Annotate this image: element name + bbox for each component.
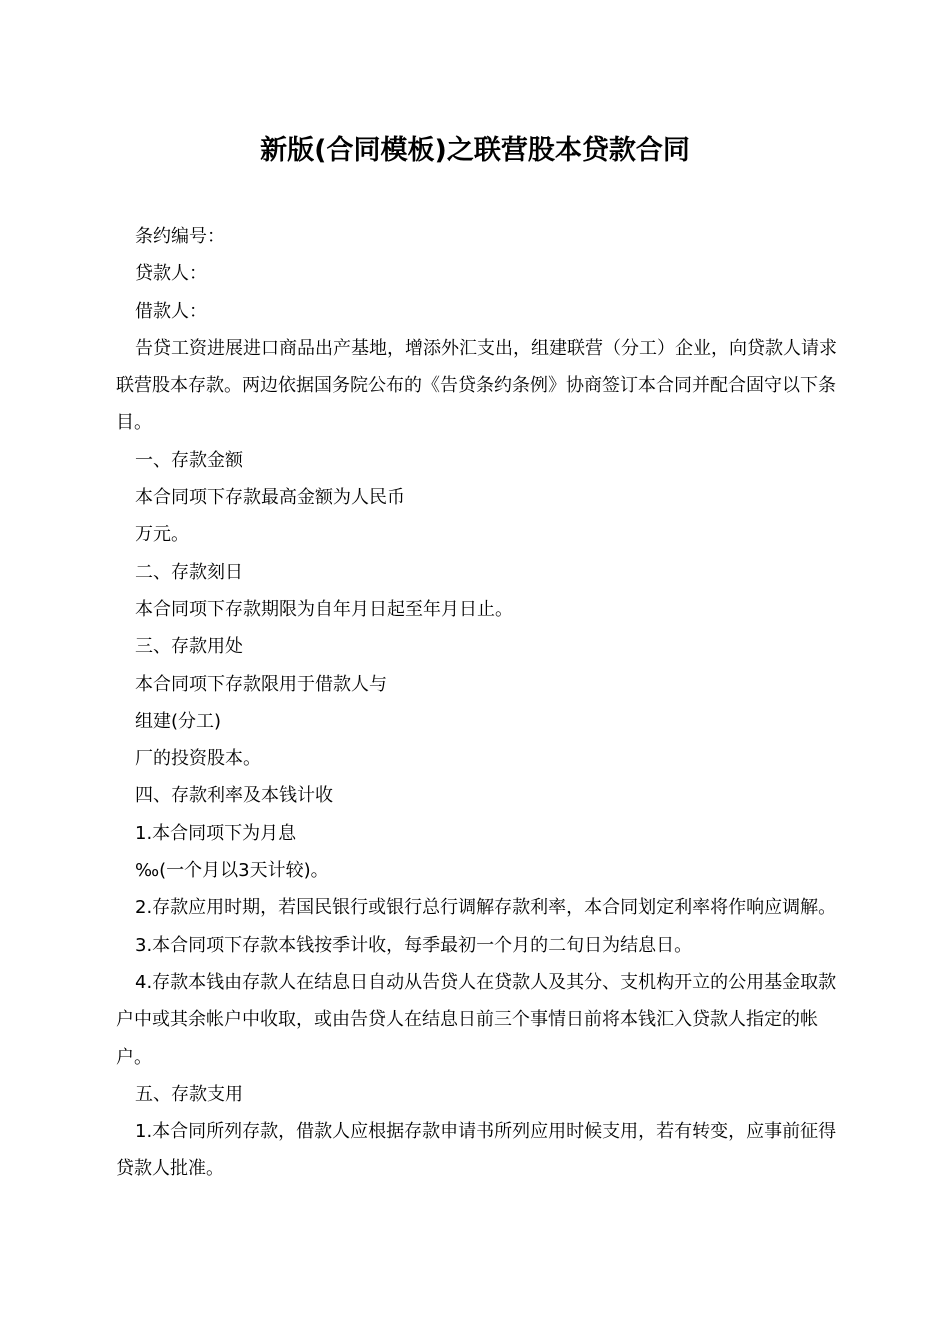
document-body — [116, 218, 838, 1188]
paragraph-borrower: 借款人： — [135, 300, 207, 322]
section-heading-amount: 一、存款金额 — [135, 449, 243, 471]
paragraph-purpose: 本合同项下存款限用于借款人与 — [135, 673, 387, 695]
paragraph-interest-1: 1.本合同项下为月息 — [135, 822, 297, 844]
paragraph-preamble: 告贷工资进展进口商品出产基地，增添外汇支出，组建联营（分工）企业，向贷款人请求联营股本存款。两边依据国务院公布的《告贷条约条例》协商签订本合同并配合固守以下条目。 — [116, 337, 837, 434]
paragraph-disbursement-1: 1.本合同所列存款，借款人应根据存款申请书所列应用时候支用，若有转变，应事前征得贷款人批准。 — [116, 1121, 837, 1180]
document-title: 新版(合同模板)之联营股本贷款合同 — [260, 135, 690, 166]
section-heading-disbursement: 五、存款支用 — [135, 1083, 243, 1105]
paragraph-contract-number: 条约编号： — [135, 226, 225, 247]
section-heading-interest: 四、存款利率及本钱计收 — [135, 785, 333, 807]
section-heading-term: 二、存款刻日 — [135, 561, 243, 583]
paragraph-amount: 本合同项下存款最高金额为人民币 — [135, 487, 405, 509]
paragraph-amount-unit: 万元。 — [135, 524, 189, 546]
paragraph-interest-1-cont: ‰(一个月以3天计较)。 — [135, 860, 329, 882]
section-heading-purpose: 三、存款用处 — [135, 636, 243, 658]
paragraph-term: 本合同项下存款期限为自年月日起至年月日止。 — [135, 598, 513, 620]
paragraph-interest-3: 3.本合同项下存款本钱按季计收，每季最初一个月的二旬日为结息日。 — [135, 934, 693, 956]
paragraph-interest-2: 2.存款应用时期，若国民银行或银行总行调解存款利率，本合同划定利率将作响应调解。 — [135, 897, 837, 919]
paragraph-lender: 贷款人： — [135, 263, 207, 285]
paragraph-purpose-end: 厂的投资股本。 — [135, 748, 261, 770]
paragraph-purpose-cont: 组建(分工) — [135, 710, 222, 732]
paragraph-interest-4: 4.存款本钱由存款人在结息日自动从告贷人在贷款人及其分、支机构开立的公用基金取款户中或其余帐户中收取，或由告贷人在结息日前三个事情日前将本钱汇入贷款人指定的帐户。 — [116, 971, 837, 1068]
